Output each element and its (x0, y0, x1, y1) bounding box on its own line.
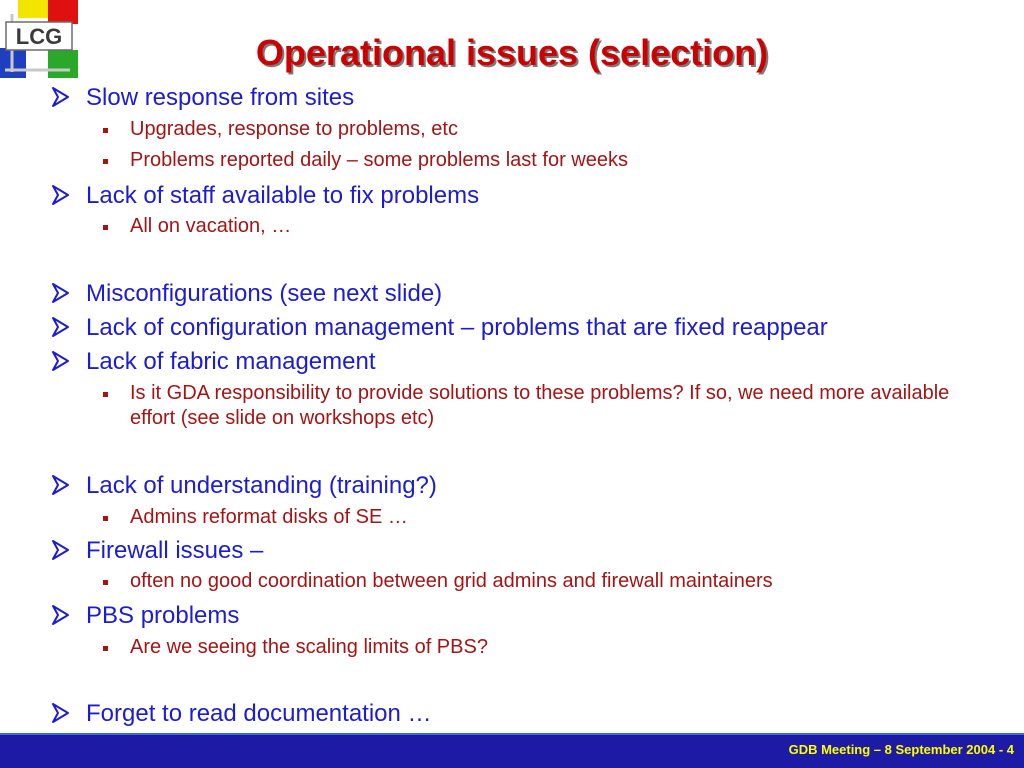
square-bullet-icon (103, 646, 108, 651)
sub-bullet-text: Is it GDA responsibility to provide solutions to these problems? If so, we need more available effort (see slide on workshops etc) (130, 382, 950, 429)
bullet-text: Slow response from sites (86, 84, 355, 111)
sub-bullet-text: Problems reported daily – some problems last for weeks (130, 149, 628, 171)
square-bullet-icon (103, 159, 108, 164)
bullet-text: Misconfigurations (see next slide) (86, 280, 443, 307)
bullet-text: Lack of staff available to fix problems (86, 182, 480, 209)
sub-bullet-text: Upgrades, response to problems, etc (130, 118, 458, 140)
footer-bar (0, 733, 1024, 768)
arrow-bullet-icon (50, 315, 74, 339)
arrow-bullet-icon (50, 281, 74, 305)
bullet-text: Lack of configuration management – problems that are fixed reappear (86, 314, 828, 341)
sub-bullet-text: Admins reformat disks of SE … (130, 506, 408, 528)
square-bullet-icon (103, 128, 108, 133)
footer-text: GDB Meeting – 8 September 2004 - 4 (788, 742, 1014, 757)
arrow-bullet-icon (50, 183, 74, 207)
arrow-bullet-icon (50, 603, 74, 627)
square-bullet-icon (103, 392, 108, 397)
bullet-text: Lack of fabric management (86, 348, 376, 375)
arrow-bullet-icon (50, 473, 74, 497)
bullet-text: Forget to read documentation … (86, 700, 432, 727)
sub-bullet-text: Are we seeing the scaling limits of PBS? (130, 636, 488, 658)
sub-bullet-text: All on vacation, … (130, 215, 292, 237)
sub-bullet-text: often no good coordination between grid admins and firewall maintainers (130, 570, 773, 592)
square-bullet-icon (103, 516, 108, 521)
square-bullet-icon (103, 225, 108, 230)
square-bullet-icon (103, 580, 108, 585)
bullet-text: Firewall issues – (86, 537, 264, 564)
arrow-bullet-icon (50, 349, 74, 373)
arrow-bullet-icon (50, 538, 74, 562)
slide-title: Operational issues (selection) (255, 32, 769, 73)
logo-text: LCG (15, 24, 63, 49)
bullet-text: Lack of understanding (training?) (86, 472, 437, 499)
arrow-bullet-icon (50, 701, 74, 725)
arrow-bullet-icon (50, 85, 74, 109)
bullet-text: PBS problems (86, 602, 240, 629)
